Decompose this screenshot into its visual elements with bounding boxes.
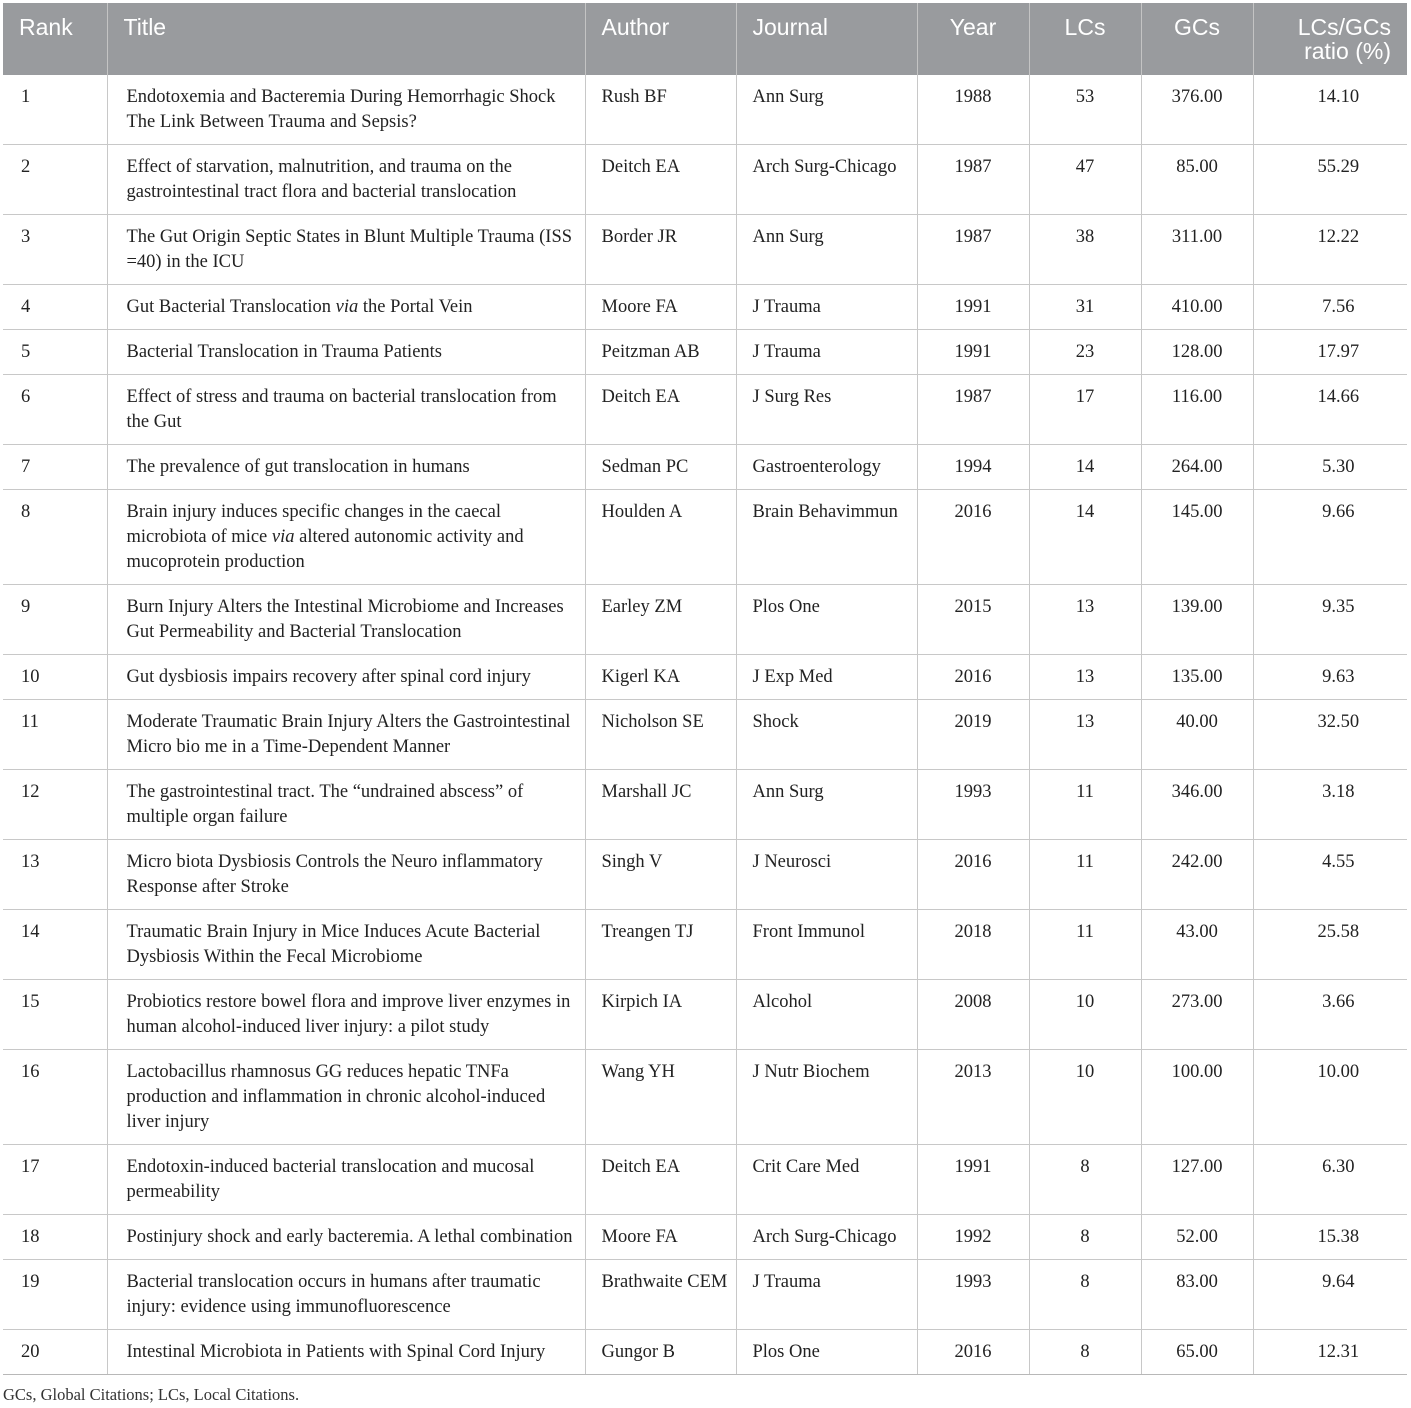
cell-author: Deitch EA [585, 1145, 736, 1215]
cell-year: 1993 [917, 1260, 1029, 1330]
cell-gcs: 85.00 [1141, 145, 1253, 215]
header-year: Year [917, 3, 1029, 75]
cell-ratio: 9.64 [1253, 1260, 1407, 1330]
header-author: Author [585, 3, 736, 75]
cell-rank: 3 [3, 215, 107, 285]
cell-title: Lactobacillus rhamnosus GG reduces hepatic TNFa production and inflammation in chronic alcohol-induced liver injury [107, 1050, 585, 1145]
cell-lcs: 13 [1029, 585, 1141, 655]
cell-rank: 4 [3, 285, 107, 330]
table-row [3, 215, 1407, 285]
table-row [3, 1050, 1407, 1145]
cell-journal: J Neurosci [736, 840, 917, 910]
header-rank: Rank [3, 3, 107, 75]
cell-title: Traumatic Brain Injury in Mice Induces Acute Bacterial Dysbiosis Within the Fecal Microbiome [107, 910, 585, 980]
cell-year: 2013 [917, 1050, 1029, 1145]
cell-ratio: 3.66 [1253, 980, 1407, 1050]
cell-rank: 8 [3, 490, 107, 585]
cell-rank: 11 [3, 700, 107, 770]
cell-journal: J Trauma [736, 330, 917, 375]
table-body [3, 75, 1407, 1375]
cell-year: 2016 [917, 840, 1029, 910]
header-row [3, 3, 1407, 75]
cell-author: Rush BF [585, 75, 736, 145]
cell-journal: J Nutr Biochem [736, 1050, 917, 1145]
cell-title: Brain injury induces specific changes in the caecal microbiota of mice via altered autonomic activity and mucoprotein production [107, 490, 585, 585]
cell-year: 1987 [917, 145, 1029, 215]
cell-rank: 12 [3, 770, 107, 840]
cell-ratio: 6.30 [1253, 1145, 1407, 1215]
cell-author: Gungor B [585, 1330, 736, 1375]
cell-gcs: 135.00 [1141, 655, 1253, 700]
cell-title: Effect of stress and trauma on bacterial translocation from the Gut [107, 375, 585, 445]
cell-rank: 2 [3, 145, 107, 215]
italic-via: via [335, 297, 359, 317]
header-ratio-line2: ratio (%) [1304, 38, 1391, 64]
cell-rank: 13 [3, 840, 107, 910]
cell-gcs: 65.00 [1141, 1330, 1253, 1375]
cell-year: 1987 [917, 375, 1029, 445]
cell-journal: Plos One [736, 1330, 917, 1375]
table-row [3, 490, 1407, 585]
cell-gcs: 376.00 [1141, 75, 1253, 145]
cell-ratio: 14.66 [1253, 375, 1407, 445]
cell-rank: 14 [3, 910, 107, 980]
cell-journal: J Exp Med [736, 655, 917, 700]
cell-title: Postinjury shock and early bacteremia. A lethal combination [107, 1215, 585, 1260]
cell-rank: 7 [3, 445, 107, 490]
cell-gcs: 346.00 [1141, 770, 1253, 840]
cell-year: 2016 [917, 1330, 1029, 1375]
cell-lcs: 14 [1029, 490, 1141, 585]
cell-ratio: 55.29 [1253, 145, 1407, 215]
cell-year: 1991 [917, 1145, 1029, 1215]
cell-ratio: 4.55 [1253, 840, 1407, 910]
cell-rank: 19 [3, 1260, 107, 1330]
cell-ratio: 5.30 [1253, 445, 1407, 490]
cell-gcs: 145.00 [1141, 490, 1253, 585]
table-row [3, 840, 1407, 910]
cell-year: 2019 [917, 700, 1029, 770]
cell-title: The Gut Origin Septic States in Blunt Multiple Trauma (ISS =40) in the ICU [107, 215, 585, 285]
cell-title: Bacterial Translocation in Trauma Patients [107, 330, 585, 375]
cell-author: Houlden A [585, 490, 736, 585]
cell-lcs: 10 [1029, 980, 1141, 1050]
cell-ratio: 9.35 [1253, 585, 1407, 655]
cell-lcs: 13 [1029, 655, 1141, 700]
header-ratio-line1: LCs/GCs [1297, 14, 1391, 40]
table-row [3, 585, 1407, 655]
cell-lcs: 38 [1029, 215, 1141, 285]
cell-journal: J Trauma [736, 285, 917, 330]
cell-journal: Ann Surg [736, 215, 917, 285]
cell-gcs: 311.00 [1141, 215, 1253, 285]
cell-author: Deitch EA [585, 145, 736, 215]
cell-gcs: 43.00 [1141, 910, 1253, 980]
cell-gcs: 52.00 [1141, 1215, 1253, 1260]
cell-gcs: 242.00 [1141, 840, 1253, 910]
cell-author: Wang YH [585, 1050, 736, 1145]
cell-rank: 10 [3, 655, 107, 700]
cell-lcs: 8 [1029, 1330, 1141, 1375]
cell-lcs: 8 [1029, 1145, 1141, 1215]
cell-gcs: 100.00 [1141, 1050, 1253, 1145]
cell-journal: Plos One [736, 585, 917, 655]
cell-author: Border JR [585, 215, 736, 285]
cell-year: 2018 [917, 910, 1029, 980]
cell-year: 2016 [917, 655, 1029, 700]
table-row [3, 1215, 1407, 1260]
table-row [3, 75, 1407, 145]
cell-ratio: 25.58 [1253, 910, 1407, 980]
cell-title: Burn Injury Alters the Intestinal Microbiome and Increases Gut Permeability and Bacterial Translocation [107, 585, 585, 655]
cell-year: 1992 [917, 1215, 1029, 1260]
header-lcs: LCs [1029, 3, 1141, 75]
cell-author: Deitch EA [585, 375, 736, 445]
table-row [3, 285, 1407, 330]
cell-lcs: 23 [1029, 330, 1141, 375]
cell-journal: Crit Care Med [736, 1145, 917, 1215]
cell-title: The gastrointestinal tract. The “undrained abscess” of multiple organ failure [107, 770, 585, 840]
cell-ratio: 12.31 [1253, 1330, 1407, 1375]
cell-journal: J Surg Res [736, 375, 917, 445]
cell-ratio: 15.38 [1253, 1215, 1407, 1260]
cell-title: Effect of starvation, malnutrition, and trauma on the gastrointestinal tract flora and bacterial translocation [107, 145, 585, 215]
citation-table-container [3, 3, 1407, 1375]
cell-author: Sedman PC [585, 445, 736, 490]
cell-author: Brathwaite CEM [585, 1260, 736, 1330]
cell-year: 1993 [917, 770, 1029, 840]
cell-gcs: 40.00 [1141, 700, 1253, 770]
cell-rank: 5 [3, 330, 107, 375]
cell-author: Kigerl KA [585, 655, 736, 700]
cell-rank: 1 [3, 75, 107, 145]
cell-title: The prevalence of gut translocation in humans [107, 445, 585, 490]
table-row [3, 445, 1407, 490]
header-ratio [1253, 3, 1407, 75]
cell-author: Treangen TJ [585, 910, 736, 980]
cell-ratio: 7.56 [1253, 285, 1407, 330]
cell-lcs: 8 [1029, 1215, 1141, 1260]
cell-gcs: 83.00 [1141, 1260, 1253, 1330]
cell-ratio: 10.00 [1253, 1050, 1407, 1145]
header-journal: Journal [736, 3, 917, 75]
cell-author: Moore FA [585, 1215, 736, 1260]
cell-year: 1991 [917, 330, 1029, 375]
cell-lcs: 31 [1029, 285, 1141, 330]
cell-lcs: 13 [1029, 700, 1141, 770]
cell-year: 1988 [917, 75, 1029, 145]
cell-lcs: 53 [1029, 75, 1141, 145]
cell-author: Marshall JC [585, 770, 736, 840]
cell-year: 1987 [917, 215, 1029, 285]
cell-title: Bacterial translocation occurs in humans after traumatic injury: evidence using immunofluorescence [107, 1260, 585, 1330]
cell-rank: 15 [3, 980, 107, 1050]
cell-title: Intestinal Microbiota in Patients with Spinal Cord Injury [107, 1330, 585, 1375]
cell-year: 2015 [917, 585, 1029, 655]
cell-journal: Ann Surg [736, 75, 917, 145]
cell-journal: Brain Behavimmun [736, 490, 917, 585]
cell-title: Gut dysbiosis impairs recovery after spinal cord injury [107, 655, 585, 700]
table-row [3, 770, 1407, 840]
cell-title: Endotoxin-induced bacterial translocation and mucosal permeability [107, 1145, 585, 1215]
cell-lcs: 11 [1029, 770, 1141, 840]
header-title: Title [107, 3, 585, 75]
table-header [3, 3, 1407, 75]
cell-author: Peitzman AB [585, 330, 736, 375]
cell-rank: 20 [3, 1330, 107, 1375]
cell-lcs: 47 [1029, 145, 1141, 215]
italic-via: via [271, 527, 295, 547]
cell-year: 2016 [917, 490, 1029, 585]
cell-gcs: 273.00 [1141, 980, 1253, 1050]
table-row [3, 980, 1407, 1050]
cell-title: Moderate Traumatic Brain Injury Alters the Gastrointestinal Micro bio me in a Time-Dependent Manner [107, 700, 585, 770]
table-row [3, 1145, 1407, 1215]
cell-ratio: 3.18 [1253, 770, 1407, 840]
cell-gcs: 410.00 [1141, 285, 1253, 330]
cell-lcs: 17 [1029, 375, 1141, 445]
cell-rank: 6 [3, 375, 107, 445]
table-row [3, 375, 1407, 445]
cell-ratio: 32.50 [1253, 700, 1407, 770]
cell-ratio: 9.66 [1253, 490, 1407, 585]
cell-year: 2008 [917, 980, 1029, 1050]
cell-author: Moore FA [585, 285, 736, 330]
cell-author: Earley ZM [585, 585, 736, 655]
cell-journal: Gastroenterology [736, 445, 917, 490]
table-footnote: GCs, Global Citations; LCs, Local Citations. [3, 1385, 300, 1404]
cell-gcs: 116.00 [1141, 375, 1253, 445]
cell-lcs: 14 [1029, 445, 1141, 490]
cell-rank: 9 [3, 585, 107, 655]
header-gcs: GCs [1141, 3, 1253, 75]
cell-journal: Front Immunol [736, 910, 917, 980]
table-row [3, 330, 1407, 375]
cell-journal: J Trauma [736, 1260, 917, 1330]
cell-title: Probiotics restore bowel flora and improve liver enzymes in human alcohol-induced liver injury: a pilot study [107, 980, 585, 1050]
cell-rank: 18 [3, 1215, 107, 1260]
cell-gcs: 264.00 [1141, 445, 1253, 490]
table-row [3, 1260, 1407, 1330]
cell-gcs: 127.00 [1141, 1145, 1253, 1215]
cell-lcs: 10 [1029, 1050, 1141, 1145]
cell-year: 1991 [917, 285, 1029, 330]
table-row [3, 700, 1407, 770]
cell-lcs: 11 [1029, 910, 1141, 980]
cell-title: Micro biota Dysbiosis Controls the Neuro inflammatory Response after Stroke [107, 840, 585, 910]
table-row [3, 1330, 1407, 1375]
cell-author: Nicholson SE [585, 700, 736, 770]
cell-title: Endotoxemia and Bacteremia During Hemorrhagic Shock The Link Between Trauma and Sepsis? [107, 75, 585, 145]
cell-journal: Ann Surg [736, 770, 917, 840]
cell-lcs: 11 [1029, 840, 1141, 910]
cell-journal: Arch Surg-Chicago [736, 145, 917, 215]
table-row [3, 145, 1407, 215]
cell-year: 1994 [917, 445, 1029, 490]
cell-ratio: 14.10 [1253, 75, 1407, 145]
cell-gcs: 128.00 [1141, 330, 1253, 375]
cell-lcs: 8 [1029, 1260, 1141, 1330]
cell-author: Kirpich IA [585, 980, 736, 1050]
cell-ratio: 9.63 [1253, 655, 1407, 700]
table-row [3, 655, 1407, 700]
cell-rank: 16 [3, 1050, 107, 1145]
citation-table [3, 3, 1407, 1375]
cell-ratio: 12.22 [1253, 215, 1407, 285]
cell-journal: Arch Surg-Chicago [736, 1215, 917, 1260]
cell-rank: 17 [3, 1145, 107, 1215]
cell-journal: Alcohol [736, 980, 917, 1050]
cell-ratio: 17.97 [1253, 330, 1407, 375]
cell-journal: Shock [736, 700, 917, 770]
cell-author: Singh V [585, 840, 736, 910]
table-row [3, 910, 1407, 980]
cell-gcs: 139.00 [1141, 585, 1253, 655]
cell-title: Gut Bacterial Translocation via the Portal Vein [107, 285, 585, 330]
